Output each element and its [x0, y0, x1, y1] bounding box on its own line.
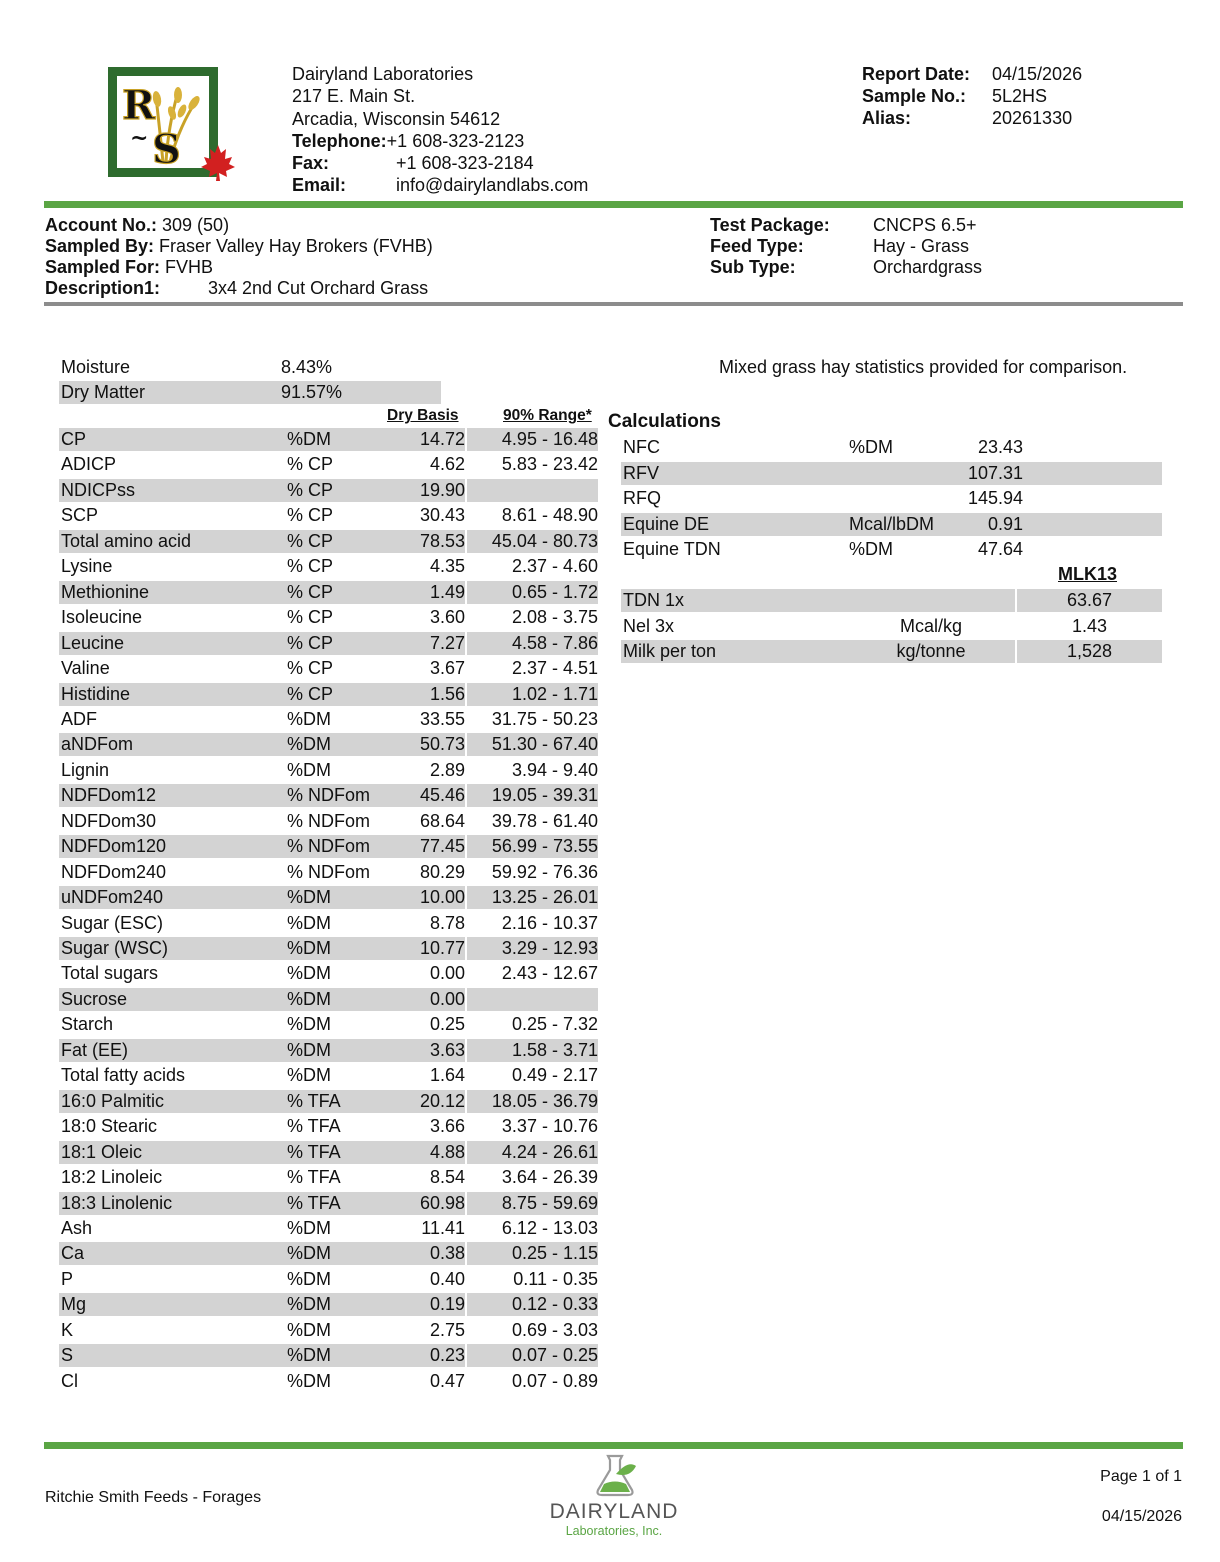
nutrient-range: 2.37 - 4.51: [511, 658, 598, 678]
nutrient-name: K: [61, 1319, 74, 1340]
nutrient-range: 45.04 - 80.73: [467, 530, 598, 553]
rs-logo: [108, 67, 236, 182]
nutrient-unit: % TFA: [281, 1090, 387, 1113]
nutrient-unit: %DM: [287, 759, 331, 780]
nutrient-range: 59.92 - 76.36: [491, 861, 598, 882]
report-date-value: 04/15/2026: [992, 64, 1083, 84]
nutrient-dry-basis: 33.55: [419, 709, 465, 729]
nutrient-dry-basis: 10.00: [383, 886, 465, 909]
nutrient-name: Sucrose: [59, 988, 281, 1011]
nutrient-name: 18:3 Linolenic: [59, 1192, 281, 1215]
range-header: 90% Range*: [503, 407, 592, 424]
nutrient-name: 18:0 Stearic: [61, 1116, 158, 1137]
nutrient-dry-basis: 3.67: [429, 658, 465, 678]
page-number: Page 1 of 1: [1100, 1468, 1182, 1485]
mlk13-unit: [847, 589, 1015, 612]
mlk13-unit: kg/tonne: [847, 640, 1015, 663]
sub-type-value: Orchardgrass: [873, 257, 983, 277]
account-info: [45, 215, 433, 299]
nutrient-name: P: [61, 1268, 74, 1289]
sampled-by-value: Fraser Valley Hay Brokers (FVHB): [159, 236, 433, 256]
feed-type-value: Hay - Grass: [873, 236, 970, 256]
nutrient-range: 2.08 - 3.75: [511, 607, 598, 628]
account-divider: [44, 302, 1183, 306]
report-info: [862, 63, 1082, 129]
nutrient-range: 0.25 - 7.32: [511, 1014, 598, 1035]
sub-type-label: Sub Type:: [710, 257, 796, 277]
nutrient-range: 1.58 - 3.71: [467, 1039, 598, 1062]
telephone-value: +1 608-323-2123: [386, 130, 525, 151]
sampled-for-value: FVHB: [165, 257, 214, 277]
footer-divider: [44, 1442, 1183, 1449]
nutrient-name: Methionine: [59, 581, 281, 604]
nutrient-range: 39.78 - 61.40: [491, 810, 598, 831]
nutrient-dry-basis: 50.73: [383, 733, 465, 756]
nutrient-range: 13.25 - 26.01: [467, 886, 598, 909]
nutrient-dry-basis: 0.00: [383, 988, 465, 1011]
alias-value: 20261330: [992, 108, 1073, 128]
fax-value: +1 608-323-2184: [396, 153, 534, 174]
nutrient-range: 51.30 - 67.40: [467, 733, 598, 756]
calculation-unit: %DM: [849, 539, 893, 559]
nutrient-unit: % TFA: [281, 1141, 387, 1164]
lab-street: 217 E. Main St.: [292, 86, 416, 107]
calculation-name: RFV: [621, 462, 847, 485]
nutrient-unit: %DM: [281, 1242, 387, 1265]
flask-leaf-icon: [588, 1452, 642, 1498]
nutrient-range: 0.65 - 1.72: [467, 581, 598, 604]
nutrient-unit: %DM: [287, 1065, 331, 1086]
nutrient-range: 2.37 - 4.60: [511, 556, 598, 577]
nutrient-unit: % CP: [281, 683, 387, 706]
calculation-value: 23.43: [977, 437, 1023, 457]
header-divider: [44, 201, 1183, 208]
mlk13-unit: Mcal/kg: [899, 615, 962, 636]
nutrient-dry-basis: 1.64: [429, 1065, 465, 1086]
nutrient-unit: %DM: [281, 1344, 387, 1367]
nutrient-name: NDFDom240: [61, 861, 167, 882]
svg-text:R: R: [122, 82, 156, 129]
nutrient-range: 2.43 - 12.67: [501, 963, 598, 984]
nutrient-dry-basis: 4.62: [429, 454, 465, 475]
mlk13-header: MLK13: [1058, 564, 1118, 584]
nutrient-dry-basis: 30.43: [419, 505, 465, 526]
calculation-unit: %DM: [849, 437, 893, 457]
nutrient-name: Ash: [61, 1217, 93, 1238]
nutrient-range: 3.64 - 26.39: [501, 1167, 598, 1187]
nutrient-dry-basis: 60.98: [383, 1192, 465, 1215]
nutrient-unit: %DM: [281, 428, 387, 451]
nutrient-unit: % NDFom: [287, 861, 371, 882]
calculation-value: 0.91: [987, 513, 1023, 534]
nutrient-unit: %DM: [287, 1268, 331, 1289]
nutrient-range: 3.94 - 9.40: [511, 759, 598, 780]
nutrient-range: 0.07 - 0.89: [511, 1370, 598, 1391]
nutrient-name: CP: [59, 428, 281, 451]
nutrient-dry-basis: 0.00: [429, 963, 465, 984]
nutrient-name: Isoleucine: [61, 607, 143, 628]
mlk13-value: 1.43: [1071, 615, 1108, 636]
nutrient-unit: %DM: [281, 886, 387, 909]
nutrient-dry-basis: 0.25: [429, 1014, 465, 1035]
nutrient-name: Total fatty acids: [61, 1065, 186, 1086]
lab-city: Arcadia, Wisconsin 54612: [292, 108, 501, 129]
svg-text:S: S: [152, 126, 181, 173]
nutrient-dry-basis: 0.38: [383, 1242, 465, 1265]
nutrient-range: 3.29 - 12.93: [467, 937, 598, 960]
nutrient-name: NDICPss: [59, 479, 281, 502]
nutrient-dry-basis: 10.77: [383, 937, 465, 960]
footer-brand: DAIRYLAND: [549, 1500, 679, 1523]
nutrient-dry-basis: 0.40: [429, 1268, 465, 1289]
nutrient-dry-basis: 1.56: [383, 683, 465, 706]
nutrient-range: 0.25 - 1.15: [467, 1242, 598, 1265]
nutrient-unit: % CP: [281, 530, 387, 553]
nutrient-name: Ca: [59, 1242, 281, 1265]
nutrient-name: Cl: [61, 1370, 78, 1391]
dry-matter-value: 91.57%: [281, 381, 441, 404]
nutrient-range: 0.11 - 0.35: [513, 1268, 598, 1289]
nutrient-name: S: [59, 1344, 281, 1367]
nutrient-range: 0.49 - 2.17: [511, 1065, 598, 1086]
test-package-label: Test Package:: [710, 215, 830, 235]
calculation-value: 47.64: [977, 539, 1023, 559]
calculation-name: Equine DE: [621, 513, 847, 536]
nutrient-range: 0.07 - 0.25: [467, 1344, 598, 1367]
nutrient-unit: %DM: [281, 1039, 387, 1062]
account-no-label: Account No.:: [45, 215, 157, 235]
nutrient-dry-basis: 8.78: [429, 912, 465, 933]
nutrient-name: Leucine: [59, 632, 281, 655]
nutrient-name: 18:1 Oleic: [59, 1141, 281, 1164]
nutrient-dry-basis: 77.45: [383, 835, 465, 858]
report-date-label: Report Date:: [862, 64, 971, 84]
comparison-note: Mixed grass hay statistics provided for comparison.: [719, 357, 1128, 377]
nutrient-dry-basis: 20.12: [383, 1090, 465, 1113]
nutrient-range: 8.75 - 59.69: [467, 1192, 598, 1215]
nutrient-dry-basis: 4.35: [429, 556, 465, 577]
nutrient-name: Mg: [59, 1293, 281, 1316]
nutrient-name: NDFDom30: [61, 810, 157, 831]
nutrient-name: Sugar (ESC): [61, 912, 164, 933]
nutrient-unit: % CP: [281, 581, 387, 604]
nutrient-unit: % NDFom: [281, 835, 387, 858]
nutrient-dry-basis: 1.49: [383, 581, 465, 604]
nutrient-range: 8.61 - 48.90: [501, 505, 598, 526]
nutrient-name: 18:2 Linoleic: [61, 1167, 163, 1187]
calculation-unit: Mcal/lbDM: [847, 513, 1017, 536]
nutrient-unit: %DM: [287, 1217, 331, 1238]
nutrient-unit: %DM: [287, 1370, 331, 1391]
nutrient-unit: % CP: [281, 632, 387, 655]
nutrient-dry-basis: 2.75: [429, 1319, 465, 1340]
nutrient-name: ADF: [61, 709, 97, 729]
nutrient-dry-basis: 19.90: [383, 479, 465, 502]
nutrient-dry-basis: 3.60: [429, 607, 465, 628]
footer-date: 04/15/2026: [1101, 1508, 1182, 1525]
calculation-value: 107.31: [967, 462, 1023, 483]
nutrient-dry-basis: 80.29: [419, 861, 465, 882]
nutrient-range: 4.58 - 7.86: [467, 632, 598, 655]
nutrient-unit: %DM: [287, 1014, 331, 1035]
nutrient-name: Fat (EE): [59, 1039, 281, 1062]
description-label: Description1:: [45, 278, 161, 298]
nutrient-range: 4.95 - 16.48: [467, 428, 598, 451]
nutrient-dry-basis: 0.19: [383, 1293, 465, 1316]
dry-matter-label: Dry Matter: [59, 381, 281, 404]
nutrient-dry-basis: 3.66: [429, 1116, 465, 1137]
nutrient-dry-basis: 68.64: [419, 810, 465, 831]
test-package-value: CNCPS 6.5+: [873, 215, 977, 235]
calculation-blank-cell: [1017, 487, 1162, 510]
nutrient-name: Histidine: [59, 683, 281, 706]
description-value: 3x4 2nd Cut Orchard Grass: [208, 278, 429, 298]
nutrient-name: 16:0 Palmitic: [59, 1090, 281, 1113]
sampled-by-label: Sampled By:: [45, 236, 155, 256]
nutrient-name: Starch: [61, 1014, 114, 1035]
account-no-value: 309 (50): [162, 215, 230, 235]
nutrient-unit: % NDFom: [281, 784, 387, 807]
alias-label: Alias:: [862, 108, 912, 128]
nutrient-unit: %DM: [281, 1293, 387, 1316]
nutrient-unit: %DM: [287, 912, 331, 933]
nutrient-range: 19.05 - 39.31: [467, 784, 598, 807]
package-info: [710, 215, 982, 278]
nutrient-name: Lysine: [61, 556, 113, 577]
footer-brand-sub: Laboratories, Inc.: [565, 1524, 663, 1538]
nutrient-range: 4.24 - 26.61: [467, 1141, 598, 1164]
nutrient-name: uNDFom240: [59, 886, 281, 909]
nutrient-range: 0.12 - 0.33: [467, 1293, 598, 1316]
nutrient-unit: % TFA: [281, 1192, 387, 1215]
nutrient-unit: %DM: [281, 937, 387, 960]
email-label: Email:: [292, 175, 347, 196]
nutrient-unit: %DM: [287, 709, 331, 729]
footer-client: Ritchie Smith Feeds - Forages: [45, 1489, 262, 1506]
nutrient-dry-basis: 0.23: [383, 1344, 465, 1367]
nutrient-name: Total amino acid: [59, 530, 281, 553]
moisture-value: 8.43%: [281, 357, 333, 377]
nutrient-range: 18.05 - 36.79: [467, 1090, 598, 1113]
mlk13-name: TDN 1x: [621, 589, 847, 612]
nutrient-name: Valine: [61, 658, 110, 678]
sample-no-label: Sample No.:: [862, 86, 967, 106]
nutrient-dry-basis: 78.53: [383, 530, 465, 553]
nutrient-dry-basis: 8.54: [429, 1167, 465, 1187]
nutrient-unit: %DM: [287, 963, 331, 984]
nutrient-name: ADICP: [61, 454, 117, 475]
nutrient-unit: % TFA: [287, 1167, 341, 1187]
calculation-name: Equine TDN: [623, 539, 721, 559]
calculation-blank-cell: [1017, 538, 1162, 561]
nutrient-name: NDFDom12: [59, 784, 281, 807]
feed-type-label: Feed Type:: [710, 236, 804, 256]
nutrient-range: 3.37 - 10.76: [501, 1116, 598, 1137]
nutrient-name: Total sugars: [61, 963, 159, 984]
nutrient-unit: % CP: [287, 505, 334, 526]
nutrient-dry-basis: 14.72: [383, 428, 465, 451]
nutrient-unit: % CP: [287, 556, 334, 577]
dry-basis-header: Dry Basis: [387, 407, 459, 424]
nutrient-dry-basis: 0.47: [429, 1370, 465, 1391]
nutrient-range: 31.75 - 50.23: [491, 709, 598, 729]
calculation-value: 145.94: [967, 488, 1023, 508]
mlk13-name: Milk per ton: [621, 640, 847, 663]
calculation-blank-cell: [1017, 513, 1162, 536]
nutrient-name: Sugar (WSC): [59, 937, 281, 960]
fax-label: Fax:: [292, 153, 330, 174]
calculations-title: Calculations: [608, 411, 721, 432]
nutrient-dry-basis: 11.41: [421, 1217, 465, 1238]
nutrient-range: [467, 479, 598, 502]
nutrient-unit: % NDFom: [287, 810, 371, 831]
nutrient-range: 1.02 - 1.71: [467, 683, 598, 706]
mlk13-name: Nel 3x: [623, 615, 675, 636]
email-value: info@dairylandlabs.com: [396, 175, 589, 196]
nutrient-unit: % CP: [287, 454, 334, 475]
nutrient-unit: %DM: [281, 988, 387, 1011]
svg-text:~: ~: [130, 125, 149, 151]
nutrient-unit: % CP: [281, 479, 387, 502]
calculation-name: RFQ: [623, 488, 661, 508]
nutrient-unit: %DM: [281, 733, 387, 756]
nutrient-dry-basis: 2.89: [429, 759, 465, 780]
nutrient-name: aNDFom: [59, 733, 281, 756]
nutrient-range: 0.69 - 3.03: [511, 1319, 598, 1340]
nutrient-name: NDFDom120: [59, 835, 281, 858]
nutrient-dry-basis: 7.27: [383, 632, 465, 655]
lab-name: Dairyland Laboratories: [292, 64, 474, 84]
nutrient-dry-basis: 4.88: [383, 1141, 465, 1164]
mlk13-value: 1,528: [1017, 640, 1162, 663]
telephone-label: Telephone:: [292, 130, 387, 151]
nutrient-range: 6.12 - 13.03: [501, 1217, 598, 1238]
lab-address: [292, 63, 588, 197]
nutrient-unit: % CP: [287, 658, 334, 678]
nutrient-dry-basis: 3.63: [383, 1039, 465, 1062]
calculation-blank-cell: [1017, 436, 1162, 459]
calculation-name: NFC: [623, 437, 660, 457]
nutrient-unit: % TFA: [287, 1116, 341, 1137]
nutrient-range: 5.83 - 23.42: [501, 454, 598, 475]
nutrient-unit: %DM: [287, 1319, 331, 1340]
nutrient-name: Lignin: [61, 759, 110, 780]
sampled-for-label: Sampled For:: [45, 257, 161, 277]
nutrient-range: 56.99 - 73.55: [467, 835, 598, 858]
nutrient-dry-basis: 45.46: [383, 784, 465, 807]
nutrient-name: SCP: [61, 505, 99, 526]
moisture-label: Moisture: [61, 357, 131, 377]
nutrient-range: 2.16 - 10.37: [501, 912, 598, 933]
nutrient-range: [467, 988, 598, 1011]
nutrient-unit: % CP: [287, 607, 334, 628]
mlk13-value: 63.67: [1017, 589, 1162, 612]
calculation-blank-cell: [1017, 462, 1162, 485]
sample-no-value: 5L2HS: [992, 86, 1048, 106]
